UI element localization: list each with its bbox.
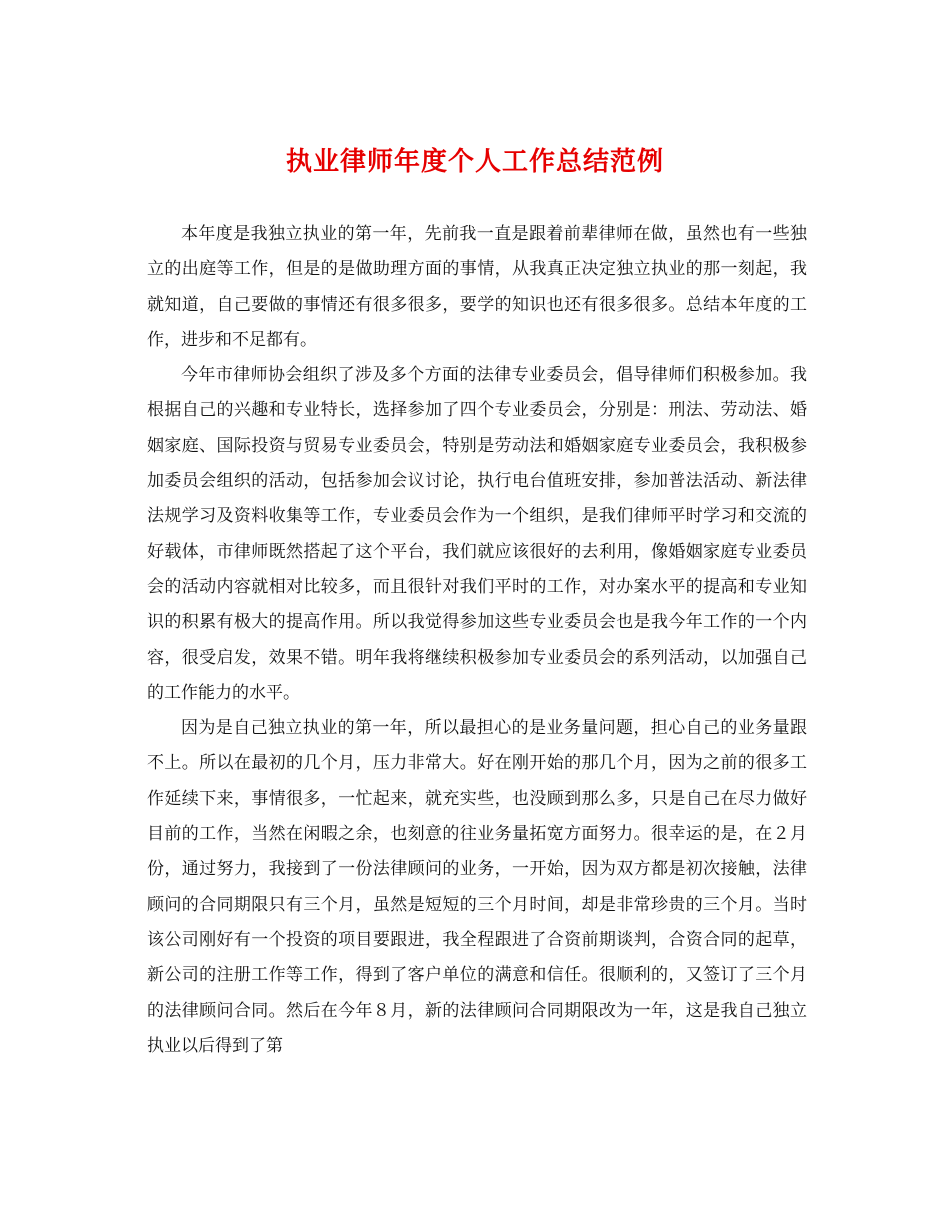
document-body [147, 217, 807, 1064]
document-title: 执业律师年度个人工作总结范例 [285, 147, 664, 177]
paragraph: 今年市律师协会组织了涉及多个方面的法律专业委员会，倡导律师们积极参加。我根据自己的兴趣和专业特长，选择参加了四个专业委员会，分别是：刑法、劳动法、婚姻家庭、国际投资与贸易专业委员会，特别是劳动法和婚姻家庭专业委员会，我积极参加委员会组织的活动，包括参加会议讨论，执行电台值班安排，参加普法活动、新法律法规学习及资料收集等工作，专业委员会作为一个组织，是我们律师平时学习和交流的好载体，市律师既然搭起了这个平台，我们就应该很好的去利用，像婚姻家庭专业委员会的活动内容就相对比较多，而且很针对我们平时的工作，对办案水平的提高和专业知识的积累有极大的提高作用。所以我觉得参加这些专业委员会也是我今年工作的一个内容，很受启发，效果不错。明年我将继续积极参加专业委员会的系列活动，以加强自己的工作能力的水平。 [147, 365, 807, 703]
paragraph: 因为是自己独立执业的第一年，所以最担心的是业务量问题，担心自己的业务量跟不上。所以在最初的几个月，压力非常大。好在刚开始的那几个月，因为之前的很多工作延续下来，事情很多，一忙起来，就充实些，也没顾到那么多，只是自己在尽力做好目前的工作，当然在闲暇之余，也刻意的往业务量拓宽方面努力。很幸运的是，在２月份，通过努力，我接到了一份法律顾问的业务，一开始，因为双方都是初次接触，法律顾问的合同期限只有三个月，虽然是短短的三个月时间，却是非常珍贵的三个月。当时该公司刚好有一个投资的项目要跟进，我全程跟进了合资前期谈判，合资合同的起草，新公司的注册工作等工作，得到了客户单位的满意和信任。很顺利的，又签订了三个月的法律顾问合同。然后在今年８月，新的法律顾问合同期限改为一年，这是我自己独立执业以后得到了第 [147, 718, 807, 1056]
paragraph: 本年度是我独立执业的第一年，先前我一直是跟着前辈律师在做，虽然也有一些独立的出庭等工作，但是的是做助理方面的事情，从我真正决定独立执业的那一刻起，我就知道，自己要做的事情还有很多很多，要学的知识也还有很多很多。总结本年度的工作，进步和不足都有。 [147, 224, 807, 350]
